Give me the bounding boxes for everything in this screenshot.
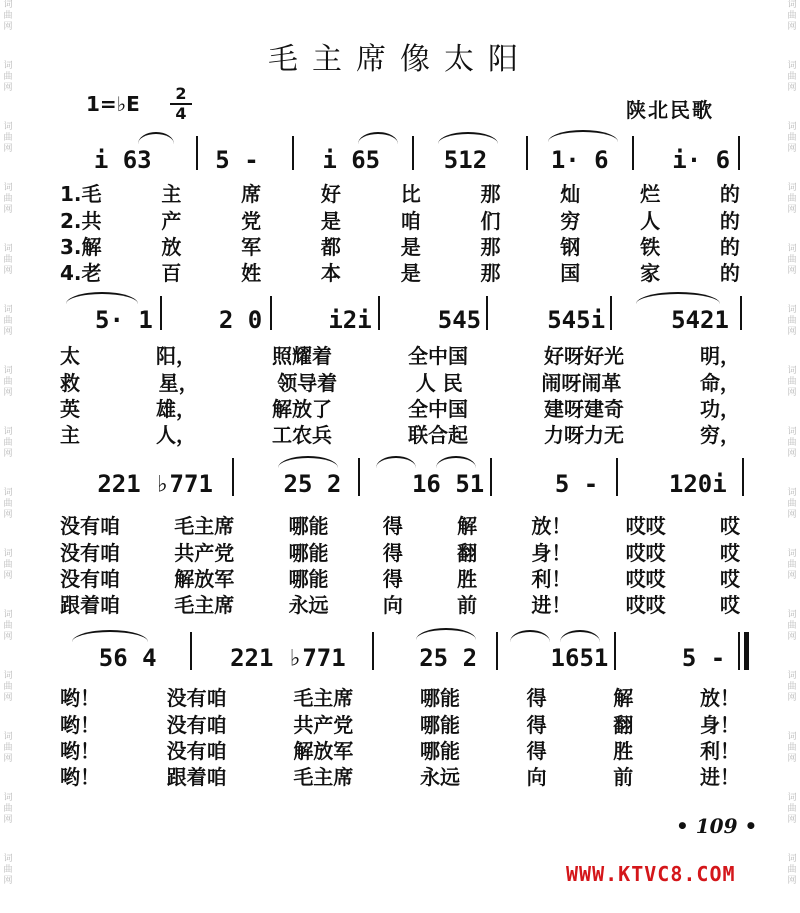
site-watermark: WWW.KTVC8.COM (566, 862, 736, 886)
lyric-syllable: 得 (382, 566, 403, 591)
lyric-syllable: 翻 (613, 712, 634, 737)
lyric-syllable: 救 (60, 370, 80, 395)
measure: 545 (437, 306, 482, 334)
lyric-syllable: 向 (526, 764, 547, 789)
lyric-row (60, 589, 740, 617)
notes-row-2 (62, 300, 762, 340)
barline (270, 296, 272, 330)
lyric-syllable: 全中国 (408, 396, 468, 421)
lyric-syllable: 主 (60, 422, 80, 447)
lyric-syllable: 哟！ (60, 685, 100, 710)
measure: 5421 (671, 306, 729, 334)
lyric-syllable: 那 (480, 181, 501, 206)
lyric-syllable: 联合起 (408, 422, 468, 447)
watermark: 词曲网 (3, 61, 13, 93)
lyric-syllable: 哎 (719, 566, 740, 591)
barline (372, 632, 374, 670)
barline (486, 296, 488, 330)
lyric-row (60, 709, 740, 737)
lyric-syllable: 得 (526, 685, 547, 710)
lyric-syllable: 照耀着 (272, 343, 332, 368)
lyric-syllable: 永远 (419, 764, 460, 789)
lyric-syllable: 力呀力无 (544, 422, 624, 447)
lyric-syllable: 本 (320, 260, 341, 285)
lyric-syllable: 席 (241, 181, 262, 206)
lyric-syllable: 毛主席 (293, 685, 354, 710)
lyric-syllable: 建呀建奇 (544, 396, 624, 421)
lyric-syllable: 工农兵 (272, 422, 332, 447)
watermark-strip-right (784, 0, 800, 913)
barline (358, 458, 360, 496)
lyric-syllable: 是 (320, 208, 341, 233)
credit: 陕北民歌 (626, 98, 714, 122)
lyric-syllable: 哟！ (60, 738, 100, 763)
lyric-syllable: 向 (382, 592, 403, 617)
lyric-syllable: 得 (526, 712, 547, 737)
measure: 5 - (554, 470, 599, 498)
lyric-syllable: 咱 (400, 208, 421, 233)
watermark: 词曲网 (787, 366, 797, 398)
watermark: 词曲网 (3, 793, 13, 825)
lyric-syllable: 跟着咱 (166, 764, 227, 789)
lyric-syllable: 国 (560, 260, 581, 285)
lyric-syllable: 哪能 (419, 738, 460, 763)
lyric-syllable: 英 (60, 396, 80, 421)
lyric-syllable: 得 (382, 540, 403, 565)
lyric-syllable: 没有咱 (60, 566, 120, 591)
lyric-syllable: 比 (400, 181, 421, 206)
measure: 5 - (215, 146, 259, 174)
lyric-syllable: 哪能 (288, 566, 329, 591)
lyric-row (60, 510, 740, 538)
time-signature (170, 86, 192, 122)
lyric-syllable: 姓 (241, 260, 262, 285)
measure: i 65 (322, 146, 381, 174)
lyric-row (60, 761, 740, 789)
barline (526, 136, 528, 170)
barline (616, 458, 618, 496)
meter-bottom: 4 (175, 104, 187, 123)
lyric-syllable: 的 (719, 234, 740, 259)
lyric-syllable: 哪能 (288, 513, 329, 538)
lyric-syllable: 百 (161, 260, 182, 285)
lyric-row (60, 257, 740, 285)
watermark: 词曲网 (3, 427, 13, 459)
watermark: 词曲网 (3, 183, 13, 215)
lyric-syllable: 解 (457, 513, 478, 538)
lyric-syllable: 没有咱 (166, 685, 227, 710)
lyric-syllable: 得 (526, 738, 547, 763)
barline (738, 136, 740, 170)
lyric-row (60, 682, 740, 710)
barline (740, 296, 742, 330)
measure: 221 ♭771 (97, 470, 213, 498)
lyric-syllable: 哎 (719, 592, 740, 617)
lyric-syllable: 都 (320, 234, 341, 259)
lyric-syllable: 人 (640, 208, 661, 233)
barline (614, 632, 616, 670)
watermark: 词曲网 (787, 671, 797, 703)
watermark: 词曲网 (3, 610, 13, 642)
measure: 5 - (681, 644, 726, 672)
lyric-syllable: 好呀好光 (544, 343, 624, 368)
measure: 2 0 (218, 306, 263, 334)
lyric-syllable: 前 (613, 764, 634, 789)
lyric-syllable: 前 (457, 592, 478, 617)
lyric-row (60, 735, 740, 763)
lyric-syllable: 是 (400, 234, 421, 259)
meter-top: 2 (175, 84, 187, 103)
lyric-syllable: 哪能 (419, 712, 460, 737)
watermark: 词曲网 (787, 427, 797, 459)
barline (412, 136, 414, 170)
lyric-row (60, 419, 740, 447)
watermark: 词曲网 (787, 122, 797, 154)
lyric-syllable: 利！ (531, 566, 572, 591)
lyric-syllable: 哎 (719, 513, 740, 538)
lyric-syllable: 灿 (560, 181, 581, 206)
measure: 1651 (550, 644, 609, 672)
lyric-syllable: 共产党 (174, 540, 235, 565)
lyric-row (60, 563, 740, 591)
watermark: 词曲网 (787, 793, 797, 825)
lyric-syllable: 太 (60, 343, 80, 368)
lyric-syllable: 烂 (640, 181, 661, 206)
lyric-syllable: 主 (161, 181, 182, 206)
lyric-syllable: 身！ (531, 540, 572, 565)
watermark: 词曲网 (787, 305, 797, 337)
lyric-syllable: 功， (700, 396, 740, 421)
lyric-syllable: 产 (161, 208, 182, 233)
barline (632, 136, 634, 170)
watermark: 词曲网 (3, 488, 13, 520)
watermark: 词曲网 (3, 305, 13, 337)
measure: i· 6 (672, 146, 731, 174)
measure: 120i (668, 470, 727, 498)
watermark: 词曲网 (787, 183, 797, 215)
song-title: 毛主席像太阳 (268, 42, 532, 77)
lyric-syllable: 好 (320, 181, 341, 206)
measure: i2i (328, 306, 372, 334)
watermark: 词曲网 (3, 732, 13, 764)
watermark: 词曲网 (787, 0, 797, 32)
lyric-syllable: 共产党 (293, 712, 354, 737)
lyric-syllable: 哎哎 (625, 566, 666, 591)
lyric-syllable: 人， (156, 422, 196, 447)
lyric-syllable: 毛主席 (174, 513, 235, 538)
page-number: • 109 • (676, 814, 758, 838)
lyric-syllable: 胜 (613, 738, 634, 763)
watermark: 词曲网 (787, 244, 797, 276)
measure: 5· 1 (95, 306, 153, 334)
lyric-syllable: 哎哎 (625, 540, 666, 565)
measure: 545i (547, 306, 606, 334)
lyric-syllable: 解放军 (174, 566, 235, 591)
notes-row-4 (62, 638, 762, 678)
lyric-syllable: 那 (480, 260, 501, 285)
lyric-row (60, 537, 740, 565)
watermark: 词曲网 (3, 671, 13, 703)
lyric-syllable: 全中国 (408, 343, 468, 368)
measure: i 63 (93, 146, 152, 174)
lyric-syllable: 雄， (156, 396, 196, 421)
barline (490, 458, 492, 496)
watermark: 词曲网 (3, 366, 13, 398)
lyric-syllable: 哎哎 (625, 592, 666, 617)
watermark: 词曲网 (787, 732, 797, 764)
lyric-syllable: 领导着 (277, 370, 338, 395)
watermark: 词曲网 (787, 61, 797, 93)
barline (378, 296, 380, 330)
lyric-syllable: 进！ (531, 592, 572, 617)
lyric-syllable: 4.老 (60, 260, 102, 285)
watermark: 词曲网 (3, 854, 13, 886)
measure: 512 (443, 146, 488, 174)
lyric-syllable: 身！ (699, 712, 740, 737)
lyric-syllable: 利！ (699, 738, 740, 763)
watermark: 词曲网 (3, 244, 13, 276)
lyric-syllable: 永远 (288, 592, 329, 617)
lyric-syllable: 没有咱 (166, 712, 227, 737)
lyric-syllable: 翻 (457, 540, 478, 565)
lyric-syllable: 铁 (640, 234, 661, 259)
final-barline-thick (744, 632, 749, 670)
lyric-syllable: 星， (158, 370, 199, 395)
lyric-syllable: 得 (382, 513, 403, 538)
lyric-syllable: 解放军 (293, 738, 354, 763)
lyric-syllable: 没有咱 (166, 738, 227, 763)
lyric-syllable: 哟！ (60, 712, 100, 737)
final-barline-thin (738, 632, 740, 670)
barline (496, 632, 498, 670)
watermark-strip-left (0, 0, 16, 913)
lyric-syllable: 人 民 (415, 370, 463, 395)
lyric-syllable: 放 (161, 234, 182, 259)
lyric-syllable: 闹呀闹革 (541, 370, 622, 395)
lyric-syllable: 命， (699, 370, 740, 395)
lyric-syllable: 家 (640, 260, 661, 285)
watermark: 词曲网 (787, 549, 797, 581)
key-signature: 1=♭E (86, 92, 140, 116)
lyric-row (60, 205, 740, 233)
lyric-row (60, 393, 740, 421)
lyric-syllable: 明， (700, 343, 740, 368)
barline (610, 296, 612, 330)
lyric-syllable: 3.解 (60, 234, 102, 259)
lyric-syllable: 没有咱 (60, 540, 120, 565)
lyric-syllable: 那 (480, 234, 501, 259)
lyric-syllable: 哪能 (419, 685, 460, 710)
barline (190, 632, 192, 670)
barline (232, 458, 234, 496)
watermark: 词曲网 (787, 488, 797, 520)
watermark: 词曲网 (3, 549, 13, 581)
measure: 221 ♭771 (230, 644, 346, 672)
lyric-syllable: 哟！ (60, 764, 100, 789)
lyric-syllable: 2.共 (60, 208, 102, 233)
lyric-syllable: 毛主席 (174, 592, 235, 617)
lyric-syllable: 1.毛 (60, 181, 102, 206)
lyric-syllable: 军 (241, 234, 262, 259)
lyric-syllable: 哎哎 (625, 513, 666, 538)
lyric-syllable: 解 (613, 685, 634, 710)
lyric-syllable: 解放了 (272, 396, 332, 421)
measure: 56 4 (98, 644, 157, 672)
barline (292, 136, 294, 170)
lyric-syllable: 们 (480, 208, 501, 233)
lyric-syllable: 钢 (560, 234, 581, 259)
notes-row-3 (62, 464, 762, 504)
lyric-syllable: 的 (719, 208, 740, 233)
lyric-syllable: 没有咱 (60, 513, 120, 538)
lyric-syllable: 进！ (699, 764, 740, 789)
measure: 25 2 (283, 470, 342, 498)
lyric-row (60, 178, 740, 206)
measure: 1· 6 (550, 146, 609, 174)
lyric-syllable: 哪能 (288, 540, 329, 565)
watermark: 词曲网 (787, 610, 797, 642)
watermark: 词曲网 (787, 854, 797, 886)
barline (742, 458, 744, 496)
lyric-syllable: 跟着咱 (60, 592, 120, 617)
lyric-syllable: 毛主席 (293, 764, 354, 789)
lyric-syllable: 哎 (719, 540, 740, 565)
watermark: 词曲网 (3, 0, 13, 32)
lyric-row (60, 231, 740, 259)
barline (160, 296, 162, 330)
lyric-syllable: 党 (241, 208, 262, 233)
measure: 16 51 (411, 470, 485, 498)
lyric-syllable: 胜 (457, 566, 478, 591)
lyric-row (60, 367, 740, 395)
watermark: 词曲网 (3, 122, 13, 154)
barline (196, 136, 198, 170)
lyric-syllable: 穷， (700, 422, 740, 447)
lyric-syllable: 是 (400, 260, 421, 285)
lyric-syllable: 的 (719, 260, 740, 285)
lyric-syllable: 阳， (156, 343, 196, 368)
lyric-syllable: 的 (719, 181, 740, 206)
lyric-syllable: 放！ (699, 685, 740, 710)
lyric-row (60, 340, 740, 368)
lyric-syllable: 放！ (531, 513, 572, 538)
lyric-syllable: 穷 (560, 208, 581, 233)
measure: 25 2 (419, 644, 478, 672)
